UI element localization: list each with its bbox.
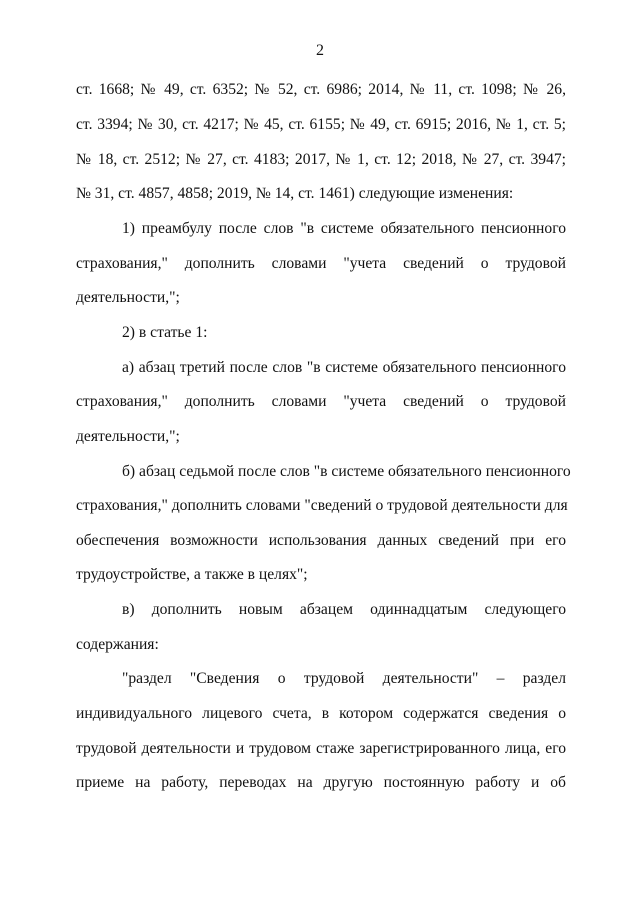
text-line-9: а) абзац третий после слов "в системе обязательного пенсионного xyxy=(122,359,566,376)
text-line-6: страхования," дополнить словами "учета сведений о трудовой xyxy=(76,255,566,272)
text-line-21: приеме на работу, переводах на другую постоянную работу и об xyxy=(76,774,566,791)
text-line-17: содержания: xyxy=(76,636,159,653)
text-line-8: 2) в статье 1: xyxy=(122,324,208,341)
text-line-1: ст. 1668; № 49, ст. 6352; № 52, ст. 6986; 2014, № 11, ст. 1098; № 26, xyxy=(76,81,566,98)
text-line-11: деятельности,"; xyxy=(76,428,180,445)
text-line-19: индивидуального лицевого счета, в котором содержатся сведения о xyxy=(76,705,566,722)
text-line-16: в) дополнить новым абзацем одиннадцатым следующего xyxy=(122,601,566,618)
text-line-15: трудоустройстве, а также в целях"; xyxy=(76,566,308,583)
text-line-3: № 18, ст. 2512; № 27, ст. 4183; 2017, № 1, ст. 12; 2018, № 27, ст. 3947; xyxy=(76,151,566,168)
page-number: 2 xyxy=(316,42,324,59)
text-line-18: "раздел "Сведения о трудовой деятельности" – раздел xyxy=(122,670,566,687)
text-line-4: № 31, ст. 4857, 4858; 2019, № 14, ст. 1461) следующие изменения: xyxy=(76,185,514,202)
text-line-12: б) абзац седьмой после слов "в системе обязательного пенсионного xyxy=(122,463,571,480)
text-line-10: страхования," дополнить словами "учета сведений о трудовой xyxy=(76,393,566,410)
text-line-14: обеспечения возможности использования данных сведений при его xyxy=(76,532,566,549)
text-line-7: деятельности,"; xyxy=(76,289,180,306)
text-line-2: ст. 3394; № 30, ст. 4217; № 45, ст. 6155; № 49, ст. 6915; 2016, № 1, ст. 5; xyxy=(76,116,566,133)
text-line-5: 1) преамбулу после слов "в системе обязательного пенсионного xyxy=(122,220,566,237)
text-line-13: страхования," дополнить словами "сведений о трудовой деятельности для xyxy=(76,497,568,514)
text-line-20: трудовой деятельности и трудовом стаже зарегистрированного лица, его xyxy=(76,740,566,757)
